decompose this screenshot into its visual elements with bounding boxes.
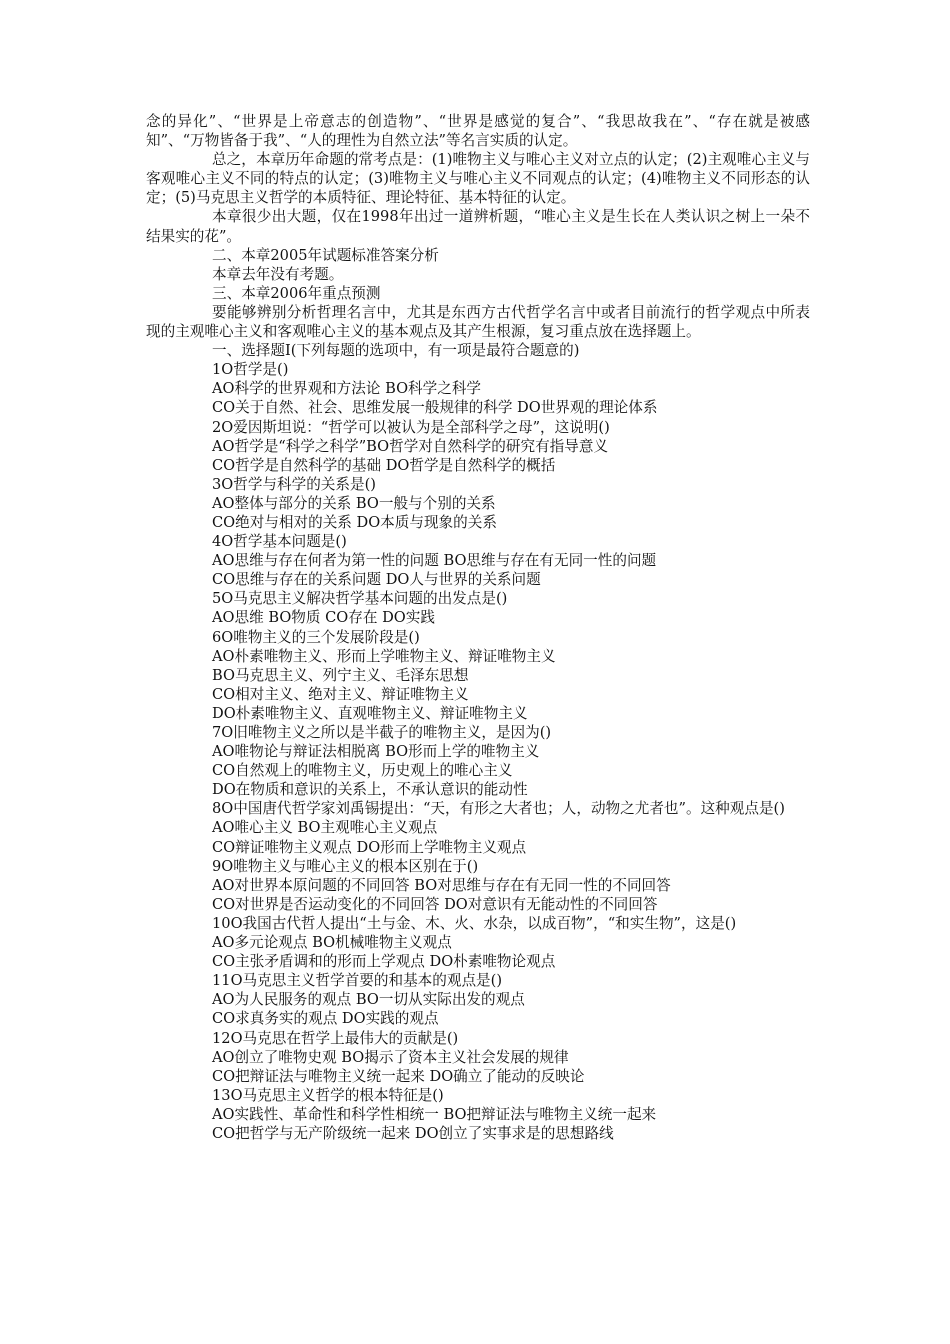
document-page — [146, 112, 810, 1143]
question-option: DO朴素唯物主义、直观唯物主义、辩证唯物主义 — [212, 704, 528, 722]
question-stem: 4O哲学基本问题是() — [212, 533, 347, 551]
question-stem: 3O哲学与科学的关系是() — [212, 475, 376, 493]
question-options: CO关于自然、社会、思维发展一般规律的科学 DO世界观的理论体系 — [212, 399, 658, 417]
question-stem: 13O马克思主义哲学的根本特征是() — [212, 1086, 444, 1104]
question-stem: 8O中国唐代哲学家刘禹锡提出：“天，有形之大者也；人，动物之尤者也”。这种观点是() — [212, 800, 785, 818]
question-stem: 2O爱因斯坦说：“哲学可以被认为是全部科学之母”，这说明() — [212, 418, 610, 436]
question-options: AO思维与存在何者为第一性的问题 BO思维与存在有无同一性的问题 — [212, 552, 657, 570]
section-heading: 三、本章2006年重点预测 — [212, 284, 381, 302]
question-options: AO唯心主义 BO主观唯心主义观点 — [212, 819, 438, 837]
question-options: CO绝对与相对的关系 DO本质与现象的关系 — [212, 513, 497, 531]
question-options: CO把辩证法与唯物主义统一起来 DO确立了能动的反映论 — [212, 1067, 585, 1085]
question-options: AO多元论观点 BO机械唯物主义观点 — [212, 934, 452, 952]
question-options: AO实践性、革命性和科学性相统一 BO把辩证法与唯物主义统一起来 — [212, 1105, 657, 1123]
question-options: CO主张矛盾调和的形而上学观点 DO朴素唯物论观点 — [212, 953, 556, 971]
question-stem: 12O马克思在哲学上最伟大的贡献是() — [212, 1029, 459, 1047]
section-heading: 二、本章2005年试题标准答案分析 — [212, 246, 439, 264]
question-option: CO自然观上的唯物主义，历史观上的唯心主义 — [212, 762, 513, 780]
question-options: AO为人民服务的观点 BO一切从实际出发的观点 — [212, 991, 525, 1009]
question-options: AO整体与部分的关系 BO一般与个别的关系 — [212, 494, 496, 512]
question-options: CO把哲学与无产阶级统一起来 DO创立了实事求是的思想路线 — [212, 1124, 614, 1142]
question-options: AO科学的世界观和方法论 BO科学之科学 — [212, 380, 482, 398]
question-options: AO创立了唯物史观 BO揭示了资本主义社会发展的规律 — [212, 1048, 569, 1066]
question-stem: 9O唯物主义与唯心主义的根本区别在于() — [212, 857, 479, 875]
question-stem: 1O哲学是() — [212, 361, 289, 379]
section-heading: 一、选择题Ⅰ(下列每题的选项中，有一项是最符合题意的) — [212, 342, 580, 360]
paragraph: 本章很少出大题，仅在1998年出过一道辨析题，“唯心主义是生长在人类认识之树上一朵不结果实的花”。 — [146, 208, 810, 245]
paragraph: 本章去年没有考题。 — [212, 265, 344, 283]
question-options: AO对世界本原问题的不同回答 BO对思维与存在有无同一性的不同回答 — [212, 876, 671, 894]
question-options: CO求真务实的观点 DO实践的观点 — [212, 1010, 439, 1028]
question-options: AO哲学是“科学之科学”BO哲学对自然科学的研究有指导意义 — [212, 437, 609, 455]
question-options: CO哲学是自然科学的基础 DO哲学是自然科学的概括 — [212, 456, 556, 474]
question-options: CO思维与存在的关系问题 DO人与世界的关系问题 — [212, 571, 541, 589]
question-stem: 5O马克思主义解决哲学基本问题的出发点是() — [212, 590, 508, 608]
question-option: AO朴素唯物主义、形而上学唯物主义、辩证唯物主义 — [212, 647, 556, 665]
question-stem: 7O旧唯物主义之所以是半截子的唯物主义，是因为() — [212, 724, 552, 741]
question-options: AO思维 BO物质 CO存在 DO实践 — [212, 609, 435, 627]
question-stem: 6O唯物主义的三个发展阶段是() — [212, 628, 420, 646]
question-stem: 10O我国古代哲人提出“土与金、木、火、水杂，以成百物”，“和实生物”，这是() — [212, 914, 737, 932]
question-option: BO马克思主义、列宁主义、毛泽东思想 — [212, 666, 469, 684]
question-options: CO辩证唯物主义观点 DO形而上学唯物主义观点 — [212, 838, 527, 856]
question-option: DO在物质和意识的关系上，不承认意识的能动性 — [212, 781, 528, 799]
question-option: CO相对主义、绝对主义、辩证唯物主义 — [212, 685, 469, 703]
question-option: AO唯物论与辩证法相脱离 BO形而上学的唯物主义 — [212, 743, 540, 761]
question-stem: 11O马克思主义哲学首要的和基本的观点是() — [212, 972, 503, 990]
paragraph: 念的异化”、“世界是上帝意志的创造物”、“世界是感觉的复合”、“我思故我在”、“存在就是被感知”、“万物皆备于我”、“人的理性为自然立法”等名言实质的认定。 — [146, 113, 810, 150]
paragraph: 要能够辨别分析哲理名言中，尤其是东西方古代哲学名言中或者目前流行的哲学观点中所表现的主观唯心主义和客观唯心主义的基本观点及其产生根源，复习重点放在选择题上。 — [146, 303, 810, 341]
question-options: CO对世界是否运动变化的不同回答 DO对意识有无能动性的不同回答 — [212, 895, 658, 913]
paragraph: 总之，本章历年命题的常考点是：(1)唯物主义与唯心主义对立点的认定；(2)主观唯心主义与客观唯心主义不同的特点的认定；(3)唯物主义与唯心主义不同观点的认定；(4)唯物主义不同形态的认定；(5)马克思主义哲学的本质特征、理论特征、基本特征的认定。 — [146, 151, 810, 207]
